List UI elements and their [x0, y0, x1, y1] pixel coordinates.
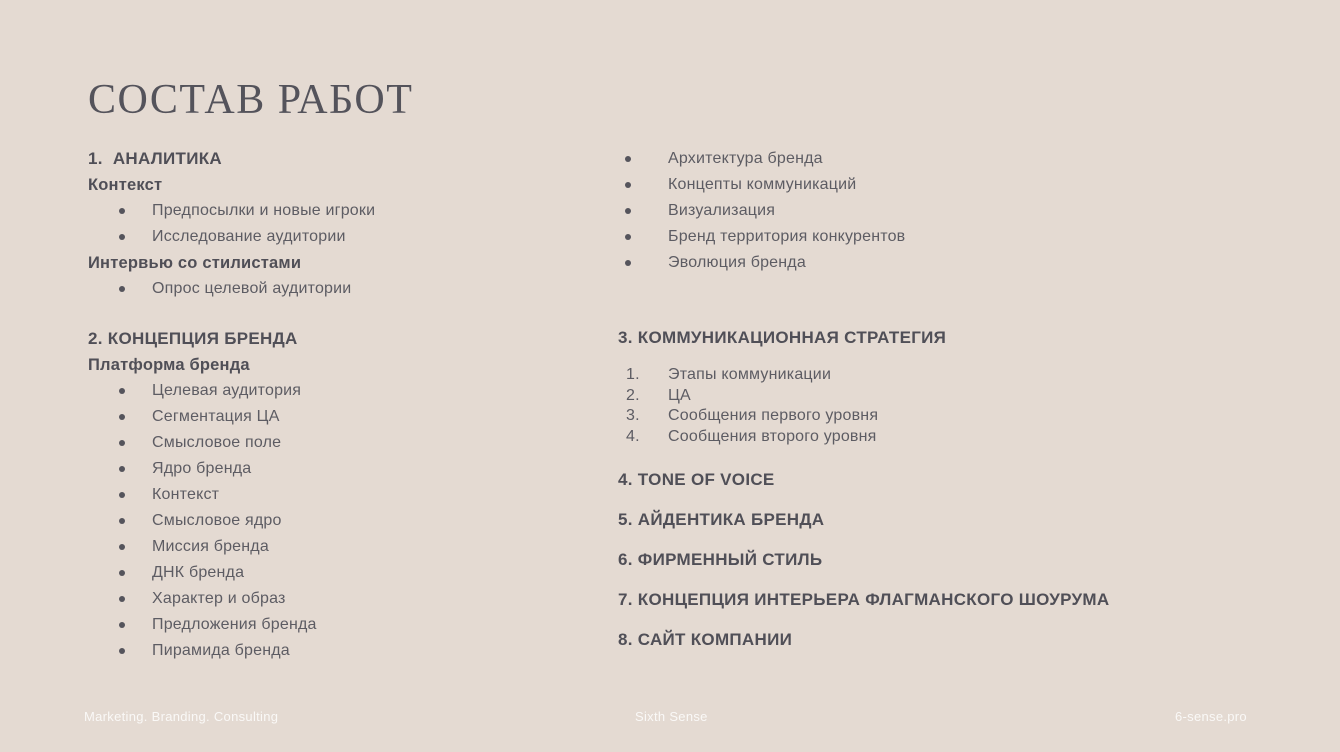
- item-label: ЦА: [668, 386, 691, 404]
- list-item: Бренд территория конкурентов: [618, 224, 1258, 250]
- section-heading-tone-of-voice: 4. TONE OF VOICE: [618, 470, 775, 489]
- item-number: 1.: [626, 366, 640, 383]
- section-heading-corporate-style: 6. ФИРМЕННЫЙ СТИЛЬ: [618, 550, 823, 569]
- list-item: Эволюция бренда: [618, 250, 1258, 276]
- list-item: Смысловое поле: [88, 430, 578, 456]
- item-label: Сообщения второго уровня: [668, 427, 877, 445]
- item-number: 4.: [626, 427, 640, 445]
- list-item: ДНК бренда: [88, 560, 578, 586]
- numbered-item: [618, 386, 1258, 407]
- list-item: Характер и образ: [88, 586, 578, 612]
- slide-title: СОСТАВ РАБОТ: [88, 77, 414, 124]
- footer-tagline: Marketing. Branding. Consulting: [84, 709, 279, 724]
- section-heading-showroom-interior: 7. КОНЦЕПЦИЯ ИНТЕРЬЕРА ФЛАГМАНСКОГО ШОУРУМА: [618, 590, 1110, 609]
- section-heading: 2. КОНЦЕПЦИЯ БРЕНДА: [88, 329, 298, 348]
- numbered-item: [618, 427, 1258, 448]
- list-item: Пирамида бренда: [88, 638, 578, 664]
- right-column: [618, 146, 1258, 653]
- footer-website: 6-sense.pro: [1175, 709, 1247, 724]
- numbered-item: [618, 365, 1258, 386]
- bullet-list: [88, 198, 578, 250]
- list-item: Контекст: [88, 482, 578, 508]
- list-item: Концепты коммуникаций: [618, 172, 1258, 198]
- left-column: [88, 146, 578, 664]
- bullet-list: [88, 378, 578, 664]
- list-item: Миссия бренда: [88, 534, 578, 560]
- list-item: Исследование аудитории: [88, 224, 578, 250]
- section-heading-communication-strategy: 3. КОММУНИКАЦИОННАЯ СТРАТЕГИЯ: [618, 328, 947, 347]
- list-item: Смысловое ядро: [88, 508, 578, 534]
- list-item: Сегментация ЦА: [88, 404, 578, 430]
- list-item: Опрос целевой аудитории: [88, 276, 578, 302]
- footer-company-name: Sixth Sense: [635, 709, 708, 724]
- section-heading-company-website: 8. САЙТ КОМПАНИИ: [618, 630, 793, 649]
- item-label: Сообщения первого уровня: [668, 407, 879, 424]
- bullet-list: [88, 276, 578, 302]
- list-item: Визуализация: [618, 198, 1258, 224]
- section-analytics: [88, 146, 578, 302]
- subheading: Интервью со стилистами: [88, 254, 302, 272]
- item-number: 3.: [626, 407, 640, 424]
- list-item: Предложения бренда: [88, 612, 578, 638]
- list-item: Предпосылки и новые игроки: [88, 198, 578, 224]
- list-item: Целевая аудитория: [88, 378, 578, 404]
- item-label: Этапы коммуникации: [668, 366, 832, 383]
- section-heading: 1. АНАЛИТИКА: [88, 149, 222, 168]
- subheading: Контекст: [88, 176, 163, 194]
- subheading: Платформа бренда: [88, 356, 250, 374]
- section-brand-concept: [88, 326, 578, 664]
- list-item: Архитектура бренда: [618, 146, 1258, 172]
- numbered-item: [618, 406, 1258, 427]
- section-heading-brand-identity: 5. АЙДЕНТИКА БРЕНДА: [618, 510, 825, 529]
- numbered-list: [618, 365, 1258, 447]
- list-item: Ядро бренда: [88, 456, 578, 482]
- bullet-list: [618, 146, 1258, 276]
- item-number: 2.: [626, 386, 640, 404]
